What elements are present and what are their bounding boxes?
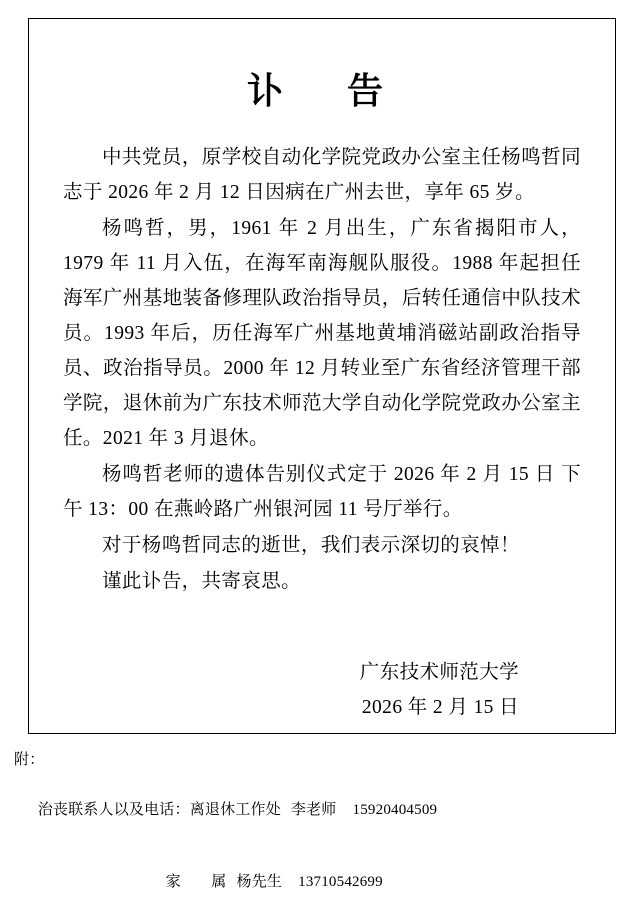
paragraph-5: 谨此讣告，共寄哀思。 — [102, 571, 302, 592]
footer-attachment — [14, 748, 630, 918]
signature-block — [63, 655, 581, 725]
signature-date: 2026 年 2 月 15 日 — [361, 697, 519, 718]
footer-label: 附： — [14, 752, 45, 768]
page-title: 讣 告 — [246, 71, 397, 111]
paragraph-4: 对于杨鸣哲同志的逝世，我们表示深切的哀悼！ — [102, 535, 520, 556]
footer-contact-person: 杨先生 — [236, 874, 283, 890]
paragraph-1: 中共党员，原学校自动化学院党政办公室主任杨鸣哲同志于 2026 年 2 月 12 日因病在广州去世，享年 65 岁。 — [63, 147, 581, 203]
footer-contact-phone: 13710542699 — [298, 874, 383, 890]
footer-row — [14, 774, 630, 846]
footer-row — [14, 846, 630, 918]
footer-contact-person: 李老师 — [290, 802, 337, 818]
paragraph-2: 杨鸣哲，男，1961 年 2 月出生，广东省揭阳市人，1979 年 11 月入伍，在海军南海舰队服役。1988 年起担任海军广州基地装备修理队政治指导员，后转任通信中队技术员。1993 年后，历任海军广州基地黄埔消磁站副政治指导员、政治指导员。2000 年 12 月转业至广东省经济管理干部学院，退休前为广东技术师范大学自动化学院党政办公室主任。2021 年 3 月退休。 — [63, 218, 581, 449]
footer-contact-name: 治丧联系人以及电话：离退休工作处 — [37, 802, 281, 818]
footer-contact-name: 家 属 — [165, 874, 227, 890]
signature-organization: 广东技术师范大学 — [359, 662, 519, 683]
footer-contact-phone: 15920404509 — [352, 802, 438, 818]
paragraph-3: 杨鸣哲老师的遗体告别仪式定于 2026 年 2 月 15 日 下午 13：00 在燕岭路广州银河园 11 号厅举行。 — [63, 464, 581, 520]
obituary-notice-box — [28, 18, 616, 734]
